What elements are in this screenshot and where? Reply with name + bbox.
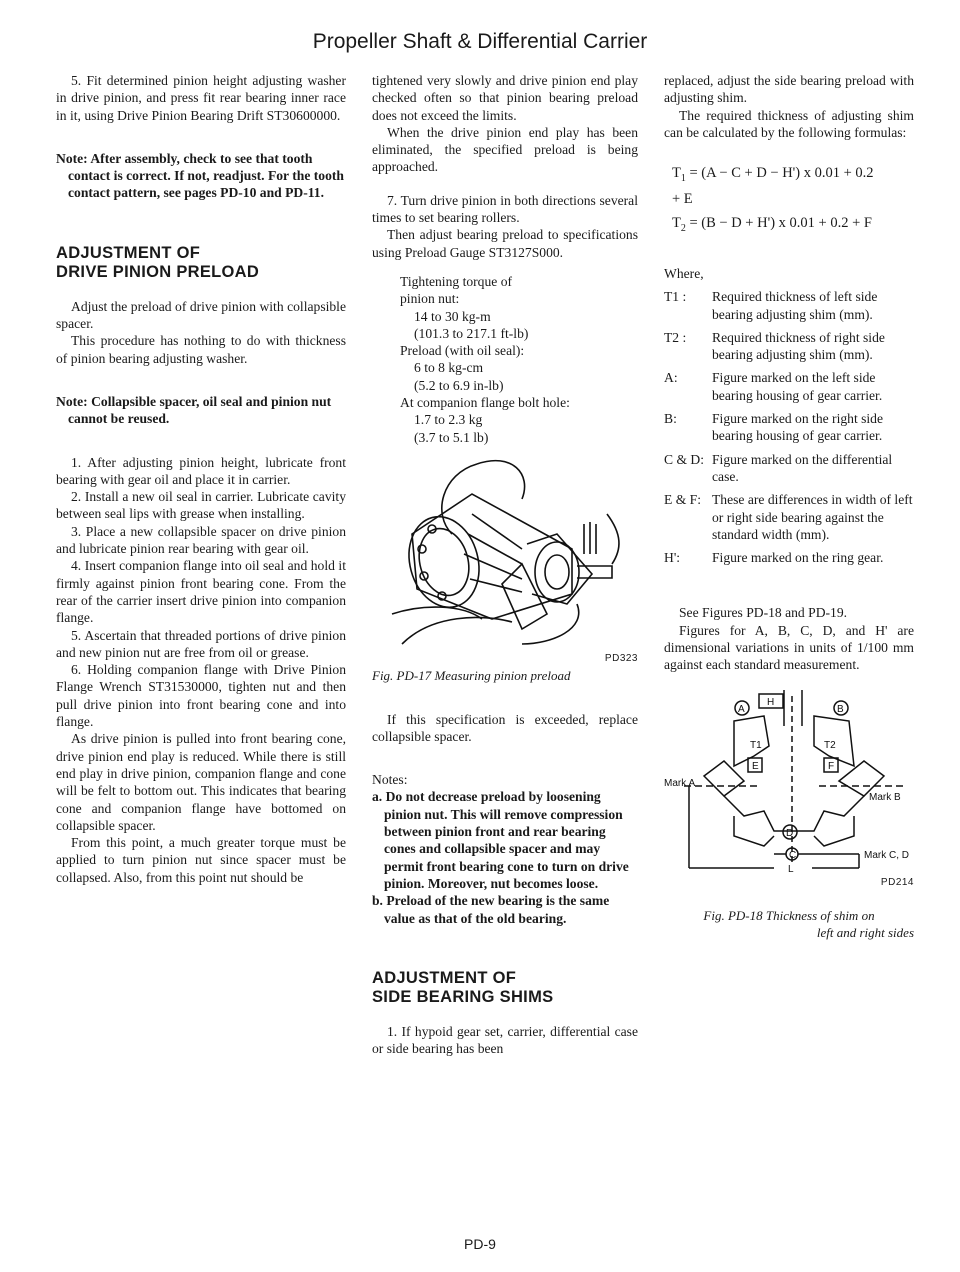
formula-t1	[672, 163, 914, 189]
procedure-paragraph: This procedure has nothing to do with thickness of pinion bearing adjusting washer.	[56, 333, 346, 366]
note-b: b. Preload of the new bearing is the same value as that of the old bearing.	[372, 893, 610, 926]
caption-line-1: Fig. PD-18 Thickness of shim on	[703, 907, 875, 923]
page-header: Propeller Shaft & Differential Carrier	[312, 30, 648, 53]
formula-t2	[672, 213, 914, 239]
figure-caption	[664, 907, 914, 942]
step-6c-paragraph: From this point, a much greater torque must be applied to turn pinion nut since spacer must be collapsed. Also, from this point nut should be	[56, 835, 346, 885]
spec-line: Preload (with oil seal):	[400, 343, 525, 359]
formula-block	[672, 163, 914, 239]
step-2-paragraph: 2. Install a new oil seal in carrier. Lubricate cavity between seal lips with grease when installing.	[56, 489, 346, 522]
page-number: PD-9	[464, 1236, 496, 1252]
label-c: C	[789, 849, 797, 861]
formula-rhs: = (B − D + H') x 0.01 + 0.2 + F	[685, 215, 872, 232]
required-paragraph: The required thickness of adjusting shim can be calculated by the following formulas:	[664, 107, 914, 140]
heading-line-1: ADJUSTMENT OF	[372, 968, 517, 987]
figure-pd-17	[372, 454, 638, 685]
step-7b-paragraph: Then adjust bearing preload to specifications using Preload Gauge ST3127S000.	[372, 227, 638, 260]
label-a: A	[738, 703, 745, 715]
step-1-paragraph: 1. After adjusting pinion height, lubricate front bearing with gear oil and place it in carrier.	[56, 454, 346, 487]
definition-row	[664, 288, 914, 323]
heading-line-2: DRIVE PINION PRELOAD	[56, 262, 260, 281]
definition-row	[664, 451, 914, 486]
definition-value: Figure marked on the right side bearing housing of gear carrier.	[712, 411, 884, 444]
definition-row	[664, 369, 914, 404]
label-mark-b: Mark B	[869, 791, 901, 803]
notes-title: Notes:	[372, 772, 408, 788]
note-tooth-contact: Note: After assembly, check to see that tooth contact is correct. If not, readjust. For the tooth contact pattern, see pages PD-10 and PD-11.	[56, 150, 344, 201]
note-not-reusable: Note: Collapsible spacer, oil seal and pinion nut cannot be reused.	[56, 393, 332, 427]
definition-value: Required thickness of left side bearing adjusting shim (mm).	[712, 289, 878, 322]
formula-symbol: T	[672, 165, 681, 182]
step-5b-paragraph: 5. Ascertain that threaded portions of drive pinion and new pinion nut are free from oil or grease.	[56, 627, 346, 660]
continued-paragraph: tightened very slowly and drive pinion end play checked often so that pinion bearing preload does not exceed the limits.	[372, 73, 638, 123]
definition-key: C & D:	[664, 451, 705, 467]
definition-row	[664, 549, 914, 566]
dimensional-variations-paragraph: Figures for A, B, C, D, and H' are dimensional variations in units of 1/100 mm against each standard measurement.	[664, 622, 914, 673]
definition-row	[664, 491, 914, 543]
definition-key: T2 :	[664, 329, 687, 345]
label-mark-a: Mark A	[664, 777, 696, 789]
formula-symbol: T	[672, 215, 681, 232]
figure-pd-18	[664, 686, 914, 942]
section-heading-side-bearing-shims	[372, 969, 638, 1007]
label-mark-cd: Mark C, D	[864, 849, 909, 861]
figure-code: PD214	[880, 876, 914, 888]
definition-key: A:	[664, 370, 678, 386]
definition-key: H':	[664, 550, 681, 566]
step-6-paragraph: 6. Holding companion flange with Drive Pinion Flange Wrench ST31530000, tighten nut and then pull drive pinion into front bearing cone and into flange.	[56, 662, 346, 730]
spec-line: pinion nut:	[400, 291, 460, 307]
definition-value: Figure marked on the left side bearing housing of gear carrier.	[712, 370, 883, 403]
note-a: a. Do not decrease preload by loosening pinion nut. This will remove compression between pinion front and rear bearing cones and collapsible spacer and may permit front bearing cone to turn on drive pinion. Moreover, nut becomes loose.	[372, 789, 629, 891]
definitions-list	[664, 288, 914, 566]
spec-line: At companion flange bolt hole:	[400, 395, 570, 411]
section-heading-drive-pinion-preload	[56, 244, 346, 282]
formula-subscript: 2	[680, 222, 686, 234]
column-right	[664, 72, 914, 942]
spec-line: (101.3 to 217.1 ft-lb)	[414, 325, 529, 341]
adjust-paragraph: Adjust the preload of drive pinion with collapsible spacer.	[56, 298, 346, 332]
heading-line-2: SIDE BEARING SHIMS	[372, 987, 554, 1006]
replaced-paragraph: replaced, adjust the side bearing preload with adjusting shim.	[664, 73, 914, 106]
preload-gauge-illustration	[372, 454, 638, 650]
label-h: H	[767, 696, 775, 708]
definition-row	[664, 410, 914, 445]
definition-value: Figure marked on the differential case.	[712, 451, 893, 484]
specification-list	[400, 273, 638, 446]
formula-rhs: = (A − C + D − H') x 0.01 + 0.2	[685, 165, 874, 182]
spec-line: 6 to 8 kg-cm	[414, 360, 484, 376]
label-e: E	[752, 760, 759, 772]
definition-row	[664, 329, 914, 364]
column-left	[56, 72, 346, 886]
shim-thickness-diagram	[664, 686, 914, 874]
definition-value: Figure marked on the ring gear.	[712, 550, 884, 566]
formula-t1-continuation: + E	[672, 191, 693, 208]
side-bearing-step-1: 1. If hypoid gear set, carrier, differential case or side bearing has been	[372, 1023, 638, 1057]
definition-key: E & F:	[664, 492, 702, 508]
step-6b-paragraph: As drive pinion is pulled into front bearing cone, drive pinion end play is reduced. While there is still end play in drive pinion, companion flange and cone will be felt to bottom out. This indicates that bearing cone and companion flange have bottomed on collapsible spacer.	[56, 731, 346, 833]
definition-value: Required thickness of right side bearing adjusting shim (mm).	[712, 329, 885, 363]
label-b: B	[837, 703, 844, 715]
heading-line-1: ADJUSTMENT OF	[56, 243, 201, 262]
exceeded-paragraph: If this specification is exceeded, replace collapsible spacer.	[372, 711, 638, 744]
label-f: F	[828, 760, 835, 772]
column-middle	[372, 72, 638, 1057]
label-t2: T2	[824, 739, 836, 751]
figure-caption: Fig. PD-17 Measuring pinion preload	[372, 668, 571, 684]
spec-line: 1.7 to 2.3 kg	[414, 412, 483, 428]
spec-line: (5.2 to 6.9 in-lb)	[414, 377, 504, 393]
spec-line: 14 to 30 kg-m	[414, 308, 491, 324]
step-3-paragraph: 3. Place a new collapsible spacer on drive pinion and lubricate pinion rear bearing with gear oil.	[56, 523, 346, 557]
spec-line: Tightening torque of	[400, 273, 513, 289]
spec-line: (3.7 to 5.1 lb)	[414, 429, 489, 445]
where-label: Where,	[664, 265, 704, 281]
label-t1: T1	[750, 739, 762, 751]
step-5-paragraph: 5. Fit determined pinion height adjusting washer in drive pinion, and press fit rear bearing inner race in it, using Drive Pinion Bearing Drift ST30600000.	[56, 73, 346, 123]
step-7-paragraph: 7. Turn drive pinion in both directions several times to set bearing rollers.	[372, 192, 638, 226]
step-4-paragraph: 4. Insert companion flange into oil seal and hold it firmly against pinion front bearing cone. From the rear of the carrier insert drive pinion into companion flange.	[56, 558, 346, 626]
formula-subscript: 1	[680, 173, 686, 185]
caption-line-2: left and right sides	[816, 925, 914, 941]
figure-code: PD323	[604, 652, 638, 664]
label-d: D	[786, 827, 794, 839]
label-l: L	[788, 863, 794, 874]
end-play-paragraph: When the drive pinion end play has been eliminated, the specified preload is being approached.	[372, 124, 638, 175]
definition-value: These are differences in width of left or right side bearing against the standard width (mm).	[712, 492, 913, 542]
see-figures-paragraph: See Figures PD-18 and PD-19.	[679, 605, 848, 621]
definition-key: B:	[664, 411, 677, 427]
definition-key: T1 :	[664, 289, 687, 305]
